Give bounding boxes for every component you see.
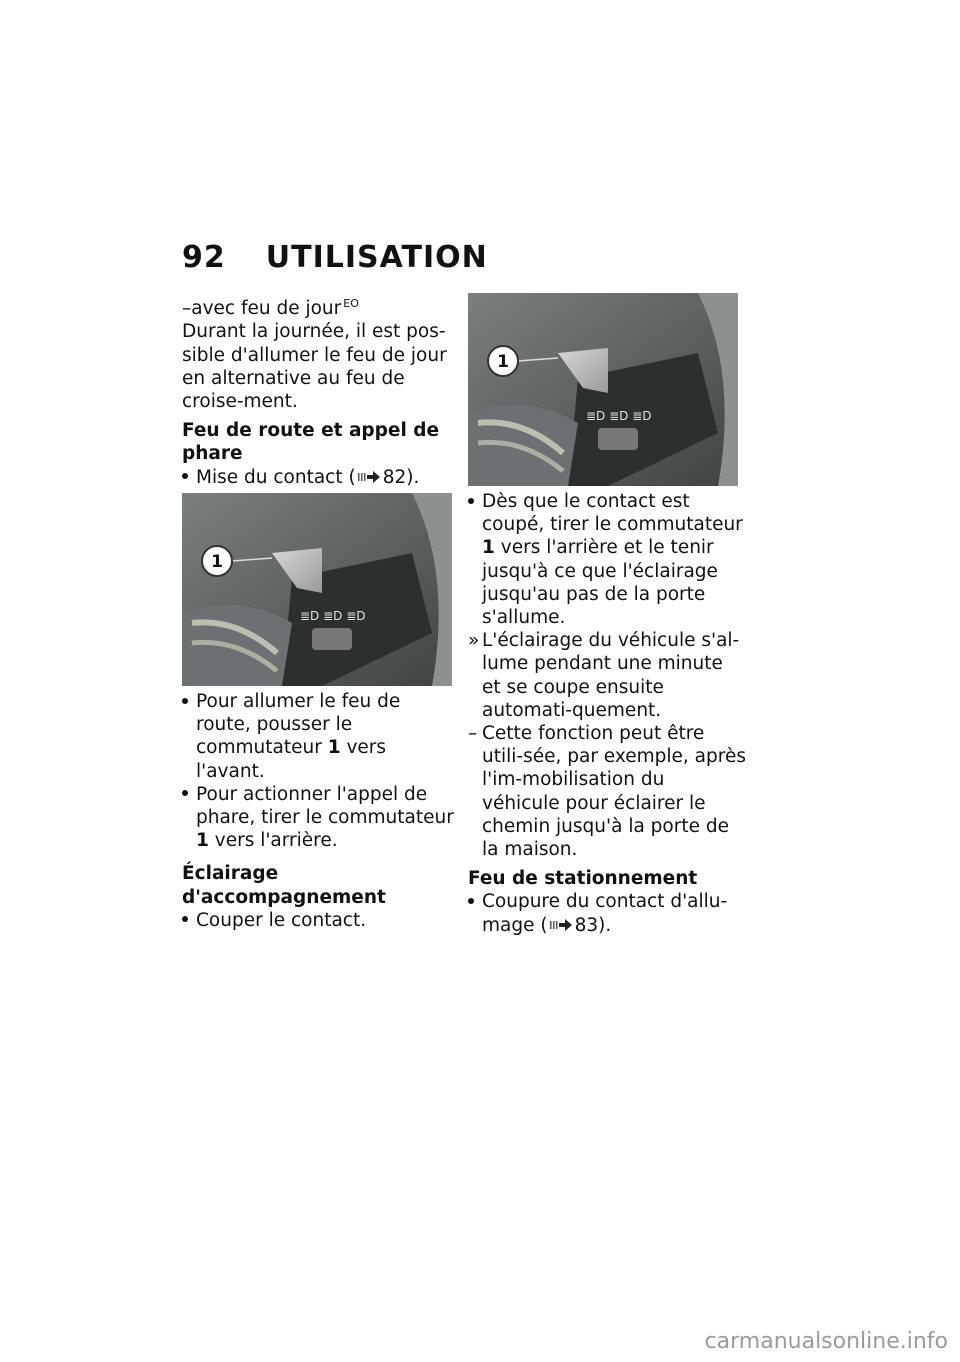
list-item [182, 690, 454, 783]
list-item-text: Coupure du contact d'allu-mage ( [482, 891, 728, 936]
page-number: 92 [182, 240, 226, 275]
result-text: L'éclairage du véhicule s'al-lume pendant une minute et se coupe ensuite automati-quement. [482, 630, 740, 721]
intro-label-line [182, 292, 454, 320]
list-item-text: Pour actionner l'appel de phare, tirer le commutateur [196, 783, 454, 829]
section-heading-parking-light: Feu de stationnement [468, 868, 698, 890]
list-item [182, 466, 454, 490]
bullet-icon [182, 690, 188, 713]
note-text: Cette fonction peut être utili-sée, par exemple, après l'im-mobilisation du véhicule pour éclairer le chemin jusqu'à la porte de la maison. [482, 723, 746, 861]
callout-reference: 1 [482, 537, 495, 559]
handlebar-switch-figure [182, 493, 452, 686]
bullet-icon [182, 909, 188, 932]
figure-callout-1: 1 [497, 352, 509, 372]
result-item [468, 629, 746, 722]
list-item-text-end: vers l'arrière. [208, 830, 338, 852]
list-item-text: Pour allumer le feu de route, pousser le commutateur [196, 691, 401, 759]
callout-reference: 1 [327, 737, 341, 759]
bullet-icon [182, 783, 188, 806]
list-item [182, 783, 454, 853]
page-reference-link[interactable]: 82 [382, 466, 407, 488]
page-reference-arrow-icon [550, 914, 572, 937]
list-item [468, 490, 746, 629]
intro-label: –avec feu de jour [182, 298, 342, 320]
callout-reference: 1 [196, 830, 209, 852]
list-item-text-end: vers l'arrière et le tenir jusqu'à ce que l'éclairage jusqu'au pas de la porte s'allume. [482, 537, 718, 629]
intro-text: Durant la journée, il est pos-sible d'allumer le feu de jour en alternative au feu de croise-ment. [182, 321, 447, 412]
list-item-text: Couper le contact. [196, 909, 367, 931]
list-item-text-end: vers l'avant. [196, 737, 387, 782]
page-title: UTILISATION [265, 240, 488, 275]
svg-text:≣D ≣D ≣D: ≣D ≣D ≣D [300, 609, 366, 623]
bullet-icon [468, 490, 474, 513]
page-header [182, 240, 488, 275]
site-watermark: carmanualsonline.info [704, 1329, 948, 1354]
section-heading-follow-me-home: Éclairage d'accompagnement [182, 863, 386, 908]
right-column [468, 490, 746, 937]
list-item [182, 909, 454, 932]
left-column [182, 292, 454, 489]
figure-callout-1: 1 [211, 552, 223, 572]
bullet-icon [182, 466, 188, 489]
list-item-text: Mise du contact ( [196, 466, 356, 488]
section-heading-high-beam: Feu de route et appel de phare [182, 420, 440, 465]
svg-text:≣D ≣D ≣D: ≣D ≣D ≣D [586, 409, 652, 423]
left-column-lower [182, 690, 454, 932]
handlebar-switch-figure [468, 293, 738, 486]
page-reference-arrow-icon [358, 466, 380, 489]
list-item-text: Dès que le contact est coupé, tirer le commutateur [482, 491, 743, 536]
bullet-icon [468, 890, 474, 913]
result-marker: » [468, 630, 480, 652]
list-item [468, 890, 746, 937]
list-item-text-end: ). [598, 914, 612, 936]
intro-superscript: EO [343, 297, 359, 310]
note-item [468, 722, 746, 861]
list-item-text-end: ). [406, 466, 420, 488]
note-marker: – [468, 723, 478, 745]
page-reference-link[interactable]: 83 [574, 914, 599, 936]
